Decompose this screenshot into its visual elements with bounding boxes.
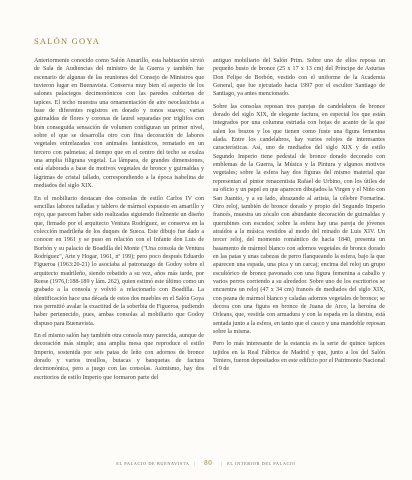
page-number: 80 xyxy=(204,459,213,467)
footer-chapter-title: EL INTERIOR DEL PALACIO xyxy=(227,461,296,466)
right-column xyxy=(213,57,385,378)
footer-separator: | xyxy=(193,461,196,466)
right-paragraph-3: Pero lo más interesante de la estancia es la serie de quince tapices tejidos en la Real Fábrica de Madrid y que, junto a los del Salón Teniers, fueron depositados en este edificio por el Patrimonio Nacional el 9 de xyxy=(213,341,385,373)
page-footer xyxy=(0,459,412,467)
left-paragraph-2: En el mobiliario destacan dos consolas de estilo Carlos IV con sencillas labores talladas y tablero de mármol expuesto en amarillo y rojo, que parecen haber sido realizadas siguiendo fielmente un diseño que, firmado por el arquitecto Ventura Rodríguez, se conserva en la colección madrileña de los duques de Sueca. Este dibujo fue dado a conocer en 1961 y se puso en relación con el Infante don Luis de Borbón y su palacio de Boadilla del Monte ("Una consola de Ventura Rodríguez", Arte y Hogar, 1961, nº 199); pero poco después Eduardo Figueroa (1963:20-21) lo asociaba al patronazgo de Godoy sobre el arquitecto madrileño, siendo rebatido a su vez, años más tarde, por Reese (1976,I:188-189 y lám. 262), quien estimó este último como un grabado a la consola y volvió a relacionarlo con Boadilla. La identificación hace una década de estos dos muebles en el Salón Goya nos permitió avalar la exactitud de la soberbia de Figueroa, pudiendo haber pertenecido, pues, ambas consolas al mobiliario que Godoy dispuso para Buenavista. xyxy=(34,195,204,327)
left-paragraph-1: Anteriormente conocido como Salón Amarillo, esta habitación sirvió de Sala de Audiencias del ministro de la Guerra y también fue escenario de algunas de las reuniones del Consejo de Ministros que tuvieron lugar en Buenavista. Conserva muy bien el aspecto de los salones palaciegos decimonónicos con las paredes cubiertas de tapices. El techo muestra una ornamentación de aire neoclasicista a base de diferentes registros en dorado y tonos suaves; varias guirnaldas de flores y coronas de laurel separadas por triglifos con bien conseguida sensación de volumen configuran un primer nivel, sobre el que se desarrolla otro con fina decoración de labores vegetales entrelazadas con animales fantásticos, rematado en un tercero con palmetas; al tiempo que en el centro del techo se exalza una amplia filigrana vegetal. La lámpara, de grandes dimensiones, está elaborada a base de motivos vegetales de bronce y guirnaldas y lágrimas de cristal tallado, correspondiendo a la época isabelina de mediados del siglo XIX. xyxy=(34,58,204,190)
left-column xyxy=(34,57,204,386)
section-title: SALÓN GOYA xyxy=(34,36,101,46)
left-paragraph-3: En el mismo salón hay también otra consola muy parecida, aunque de decoración más simple; una amplia mesa que reproduce el estilo Imperio, sostenida por seis patas de leño con adornos de bronce dorado y varios tresillos, butacas y banquetas de factura decimonónica, pero a juego con las consolas. Asimismo, hay dos escritorios de estilo Imperio que formaron parte del xyxy=(34,333,204,381)
right-paragraph-2: Sobre las consolas reposan tres parejas de candelabros de bronce dorado del siglo XIX, de elegante factura, en especial los que están integrados por una columna estriada con hojas de acanto de la que salen los brazos y los que tienen como fuste una figura femenina alada. Entre los candelabros, hay varios relojes de interesantes características. Así, uno de mediados del siglo XIX y de estilo Segundo Imperio tiene pedestal de bronce dorado decorado con emblemas de la Guerra, la Música y la Pintura y algunos motivos vegetales; sobre la esfera hay dos figuras del mismo material que representan al pintor renacentista Rafael de Urbino, con los útiles de su oficio y un papel en que aparecen dibujados la Virgen y el Niño con San Juanito, y a su lado, abrazando al artista, la célebre Fornarina. Otro reloj, también de bronce dorado y propio del Segundo Imperio francés, muestra un zócalo con abundante decoración de guirnaldas y querubines con escudos; sobre la esfera hay una pareja de jóvenes atraídos a la música vestidos al modo del reinado de Luis XIV. Un tercer reloj, del momento romántico de hacia 1840, presenta un basamento de mármol blanco con adornos vegetales de bronce dorado en las patas y unas cabezas de perro flanqueando la esfera, bajo la que aparecen una espada, una pica y un carcaj; encima del reloj un grupo escultórico de bronce pavonado con una figura femenina a caballo y varios perros corriendo a su alrededor. Sobre uno de los escritorios se encuentra un reloj (47 x 34 cm) francés de mediados del siglo XIX, con peana de mármol blanco y caladas adornos vegetales de bronce; se decora con una figura en bronce de Juana de Arco, la heroína de Orleans, que, vestida con armadura y con la espada en la diestra, está sentada junto a la esfera, en tanto que el casco y una mandoble reposan sobre la misma. xyxy=(213,103,385,335)
footer-separator: | xyxy=(220,461,223,466)
right-paragraph-1: antiguo mobiliario del Salón Prim. Sobre uno de ellos reposa un pequeño busto de bronce (25 x 17 x 13 cm) del Príncipe de Asturias Don Felipe de Borbón, vestido con el uniforme de la Academia General, que fue ejecutado hacia 1997 por el escultor Santiago de Santiago, ya antes mencionado. xyxy=(213,58,385,98)
footer-book-title: EL PALACIO DE BUENAVISTA xyxy=(116,461,190,466)
